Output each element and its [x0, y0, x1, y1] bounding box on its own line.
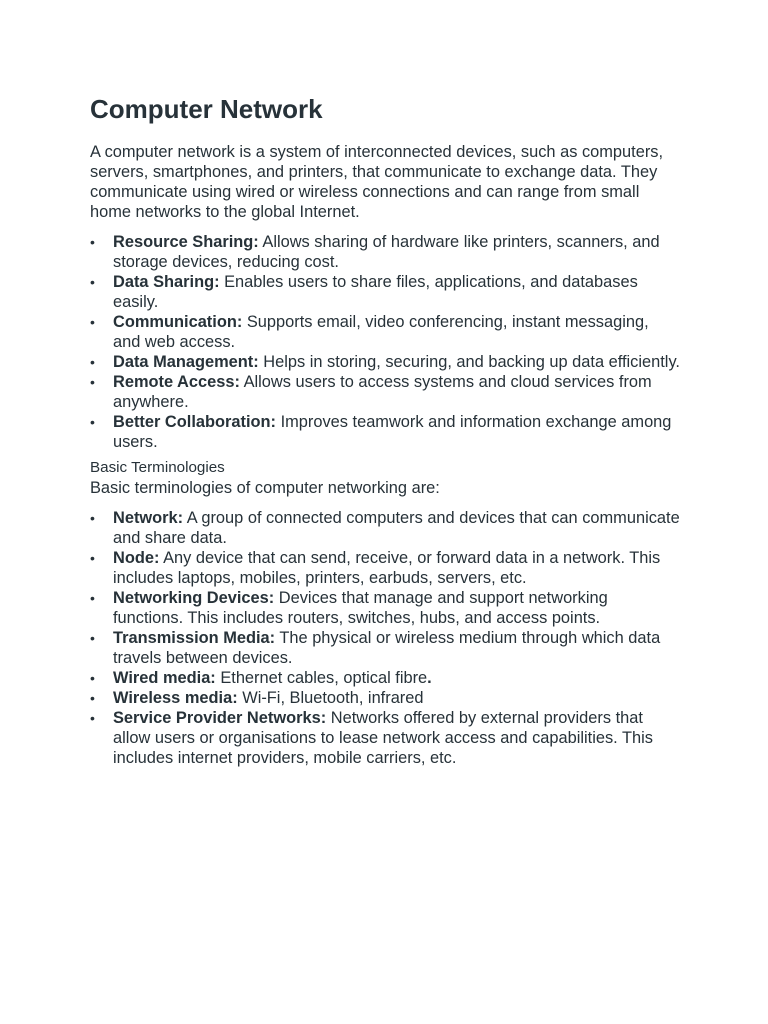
list-item	[90, 708, 680, 768]
list-item-text: Allows users to access systems and cloud services from anywhere.	[113, 373, 652, 411]
list-item-term: Better Collaboration:	[113, 413, 277, 431]
list-item-term: Communication:	[113, 313, 243, 331]
list-item-term: Node:	[113, 549, 160, 567]
terminology-list	[90, 508, 680, 768]
list-item-text: A group of connected computers and devices that can communicate and share data.	[113, 509, 680, 547]
list-item-term: Wireless media:	[113, 689, 238, 707]
list-item	[90, 412, 680, 452]
page-title: Computer Network	[90, 94, 323, 124]
list-item-text: The physical or wireless medium through which data travels between devices.	[113, 629, 661, 667]
list-item-term: Data Management:	[113, 353, 259, 371]
list-item-text: Allows sharing of hardware like printers, scanners, and storage devices, reducing cost.	[113, 233, 660, 271]
list-item	[90, 352, 680, 372]
list-item	[90, 312, 680, 352]
list-item	[90, 232, 680, 272]
section-heading: Basic Terminologies	[90, 459, 225, 476]
list-item	[90, 668, 680, 688]
benefits-list	[90, 232, 680, 452]
list-item	[90, 272, 680, 312]
list-item-term: Networking Devices:	[113, 589, 275, 607]
list-item-text: Networks offered by external providers that allow users or organisations to lease network access and capabilities. This includes internet providers, mobile carriers, etc.	[113, 709, 653, 767]
list-item-text: Wi-Fi, Bluetooth, infrared	[237, 689, 424, 707]
list-item-text: Any device that can send, receive, or forward data in a network. This includes laptops, mobiles, printers, earbuds, servers, etc.	[113, 549, 661, 587]
intro-paragraph: A computer network is a system of interconnected devices, such as computers, servers, smartphones, and printers, that communicate to exchange data. They communicate using wired or wireless connections and can range from small home networks to the global Internet.	[90, 143, 664, 221]
list-item	[90, 628, 680, 668]
list-item-term: Remote Access:	[113, 373, 240, 391]
list-item-text: Devices that manage and support networking functions. This includes routers, switches, hubs, and access points.	[113, 589, 608, 627]
section-intro: Basic terminologies of computer networking are:	[90, 479, 440, 497]
list-item-term: Transmission Media:	[113, 629, 276, 647]
list-item-text: Ethernet cables, optical fibre	[215, 669, 428, 687]
list-item-text: Improves teamwork and information exchange among users.	[113, 413, 672, 451]
list-item	[90, 548, 680, 588]
list-item-text: Enables users to share files, applications, and databases easily.	[113, 273, 638, 311]
list-item-trail: .	[427, 669, 432, 687]
list-item	[90, 588, 680, 628]
list-item-term: Network:	[113, 509, 184, 527]
list-item-term: Wired media:	[113, 669, 216, 687]
list-item	[90, 688, 680, 708]
document-page	[90, 92, 680, 768]
list-item	[90, 508, 680, 548]
list-item	[90, 372, 680, 412]
list-item-term: Resource Sharing:	[113, 233, 259, 251]
list-item-term: Data Sharing:	[113, 273, 220, 291]
list-item-term: Service Provider Networks:	[113, 709, 327, 727]
list-item-text: Helps in storing, securing, and backing up data efficiently.	[258, 353, 680, 371]
list-item-text: Supports email, video conferencing, instant messaging, and web access.	[113, 313, 649, 351]
